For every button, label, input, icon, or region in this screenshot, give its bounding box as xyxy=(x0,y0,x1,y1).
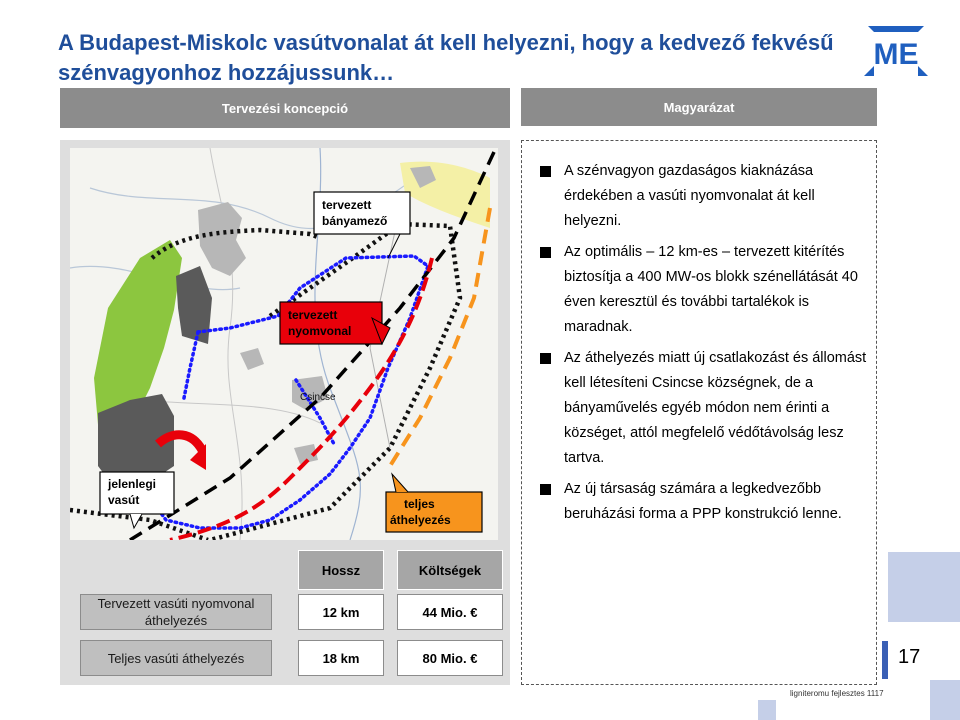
bullet-square-icon xyxy=(540,166,551,177)
decor-square xyxy=(758,700,776,720)
label-current-railway-1: jelenlegi xyxy=(108,477,157,491)
header-explanation: Magyarázat xyxy=(521,88,877,126)
bullet-square-icon xyxy=(540,353,551,364)
me-logo xyxy=(860,18,932,80)
row-planned-cost: 44 Mio. € xyxy=(397,594,503,630)
decor-square xyxy=(888,552,960,622)
row-full-cost: 80 Mio. € xyxy=(397,640,503,676)
label-village: Csincse xyxy=(300,392,336,403)
label-planned-track-2: nyomvonal xyxy=(288,324,352,338)
label-planned-track-1: tervezett xyxy=(288,308,338,322)
row-planned-length: 12 km xyxy=(298,594,384,630)
label-planned-mine-1: tervezett xyxy=(322,198,372,212)
explanation-list xyxy=(538,159,868,533)
explanation-panel xyxy=(521,140,877,685)
label-full-relocation-2: áthelyezés xyxy=(390,513,451,527)
decor-square xyxy=(930,680,960,720)
page-number: 17 xyxy=(898,646,921,668)
row-label-full: Teljes vasúti áthelyezés xyxy=(80,640,272,676)
row-full-length: 18 km xyxy=(298,640,384,676)
page-title: A Budapest-Miskolc vasútvonalat át kell helyezni, hogy a kedvező fekvésű szénvagyonhoz hozzájussunk… xyxy=(58,30,834,85)
list-item: Az áthelyezés miatt új csatlakozást és állomást kell létesíteni Csincse községnek, de a bányaművelés egyéb módon nem érinti a községet, attól megfelelő védőtávolság lesz tartva. xyxy=(538,346,868,471)
list-item: Az új társaság számára a legkedvezőbb beruházási forma a PPP konstrukció lenne. xyxy=(538,477,868,527)
logo-text: ME xyxy=(873,38,919,71)
footer-note: ligniteromu fejlesztes 1117 xyxy=(790,689,884,698)
label-full-relocation-1: teljes xyxy=(404,497,435,511)
page-accent-bar xyxy=(882,641,888,679)
col-header-cost: Költségek xyxy=(397,550,503,590)
label-current-railway-2: vasút xyxy=(108,493,140,507)
bullet-square-icon xyxy=(540,247,551,258)
relocation-map xyxy=(70,148,498,540)
list-item: Az optimális – 12 km-es – tervezett kitérítés biztosítja a 400 MW-os blokk szénellátását 40 éven keresztül és további tartalékok is maradnak. xyxy=(538,240,868,340)
header-planning-concept: Tervezési koncepció xyxy=(60,88,510,128)
col-header-length: Hossz xyxy=(298,550,384,590)
label-planned-mine-2: bányamező xyxy=(322,214,388,228)
list-item: A szénvagyon gazdaságos kiaknázása érdekében a vasúti nyomvonalat át kell helyezni. xyxy=(538,159,868,234)
bullet-square-icon xyxy=(540,484,551,495)
row-label-planned: Tervezett vasúti nyomvonal áthelyezés xyxy=(80,594,272,630)
